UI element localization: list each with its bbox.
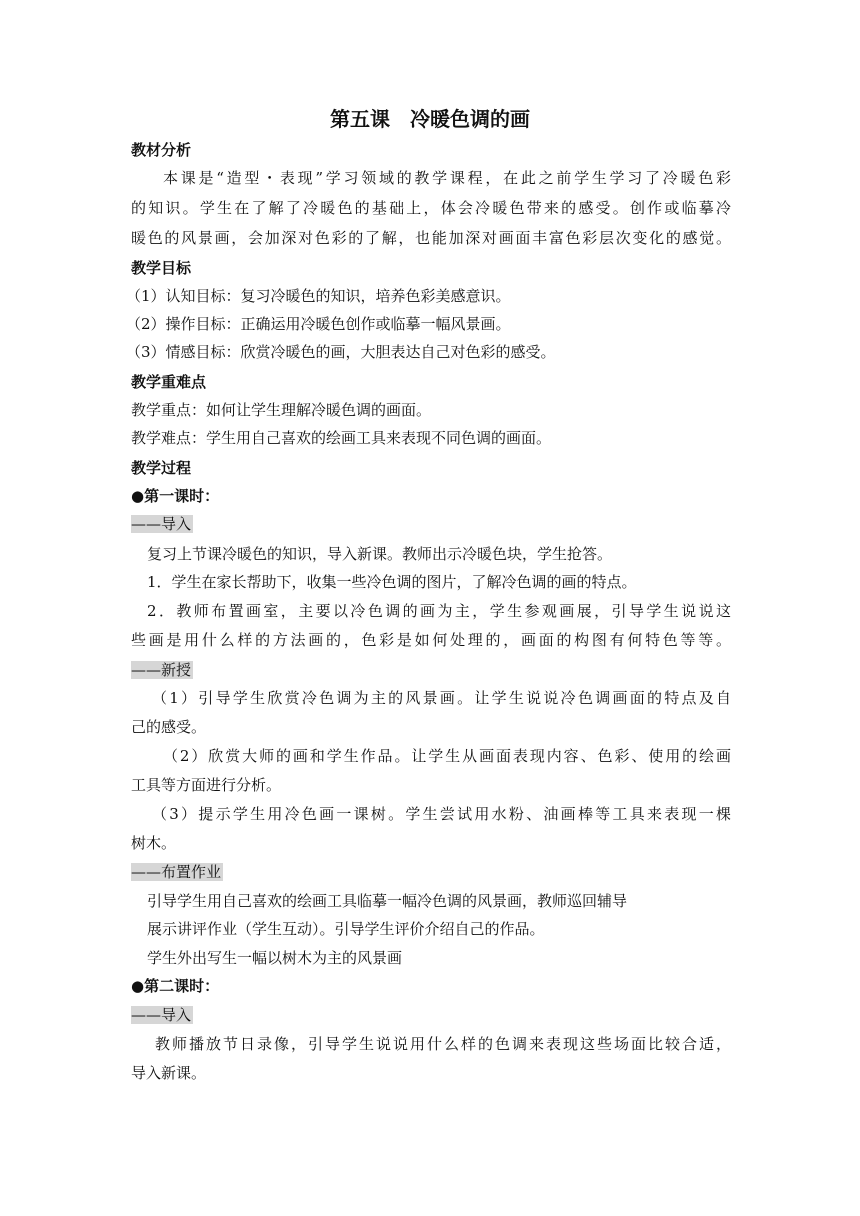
lesson1-new-label-wrap: [131, 660, 193, 680]
section-heading-goals: 教学目标: [131, 259, 192, 277]
lesson1-intro-label-wrap: [131, 514, 193, 534]
goal-item: （3）情感目标：欣赏冷暖色的画，大胆表达自己对色彩的感受。: [126, 343, 556, 361]
lesson1-heading: ●第一课时：: [131, 487, 220, 505]
paragraph-line: （3）提示学生用冷色画一课树。学生尝试用水粉、油画棒等工具来表现一棵: [152, 805, 731, 823]
paragraph-line: 学生外出写生一幅以树木为主的风景画: [147, 949, 403, 967]
page-title: 第五课 冷暖色调的画: [330, 107, 530, 131]
paragraph-line: 本课是“造型・表现”学习领域的教学课程，在此之前学生学习了冷暖色彩: [163, 169, 731, 187]
goal-item: （1）认知目标：复习冷暖色的知识，培养色彩美感意识。: [126, 287, 511, 305]
lesson2-intro-label: ——导入: [131, 1006, 192, 1024]
lesson2-heading: ●第二课时：: [131, 977, 220, 995]
section-heading-analysis: 教材分析: [131, 141, 192, 159]
paragraph-line: 引导学生用自己喜欢的绘画工具临摹一幅冷色调的风景画，教师巡回辅导: [147, 892, 628, 910]
paragraph-line: 教师播放节日录像，引导学生说说用什么样的色调来表现这些场面比较合适，: [155, 1035, 731, 1053]
lesson1-intro-label: ——导入: [131, 515, 192, 533]
paragraph-line: 己的感受。: [131, 718, 207, 736]
section-heading-keypoints: 教学重难点: [131, 373, 207, 391]
paragraph-line: 1．学生在家长帮助下，收集一些冷色调的图片，了解冷色调的画的特点。: [147, 573, 637, 591]
paragraph-line: 暖色的风景画，会加深对色彩的了解，也能加深对画面丰富色彩层次变化的感觉。: [131, 229, 731, 247]
paragraph-line: 展示讲评作业（学生互动）。引导学生评价介绍自己的作品。: [147, 920, 545, 938]
section-heading-process: 教学过程: [131, 459, 192, 477]
paragraph-line: 些画是用什么样的方法画的，色彩是如何处理的，画面的构图有何特色等等。: [131, 631, 731, 649]
paragraph-line: （1）引导学生欣赏冷色调为主的风景画。让学生说说冷色调画面的特点及自: [152, 689, 731, 707]
lesson2-intro-label-wrap: [131, 1005, 193, 1025]
goal-item: （2）操作目标：正确运用冷暖色创作或临摹一幅风景画。: [126, 315, 511, 333]
paragraph-line: 树木。: [131, 834, 177, 852]
paragraph-line: 导入新课。: [131, 1064, 207, 1082]
paragraph-line: 的知识。学生在了解了冷暖色的基础上，体会冷暖色带来的感受。创作或临摹冷: [131, 199, 731, 217]
paragraph-line: 工具等方面进行分析。: [131, 776, 282, 794]
paragraph-line: 2．教师布置画室，主要以冷色调的画为主，学生参观画展，引导学生说说这: [147, 602, 731, 620]
paragraph-line: 复习上节课冷暖色的知识，导入新课。教师出示冷暖色块，学生抢答。: [147, 545, 613, 563]
lesson1-hw-label-wrap: [131, 862, 223, 882]
keypoint-item: 教学重点：如何让学生理解冷暖色调的画面。: [131, 401, 432, 419]
keypoint-item: 教学难点：学生用自己喜欢的绘画工具来表现不同色调的画面。: [131, 429, 552, 447]
paragraph-line: （2）欣赏大师的画和学生作品。让学生从画面表现内容、色彩、使用的绘画: [163, 747, 731, 765]
lesson1-new-label: ——新授: [131, 661, 192, 679]
lesson1-homework-label: ——布置作业: [131, 863, 222, 881]
